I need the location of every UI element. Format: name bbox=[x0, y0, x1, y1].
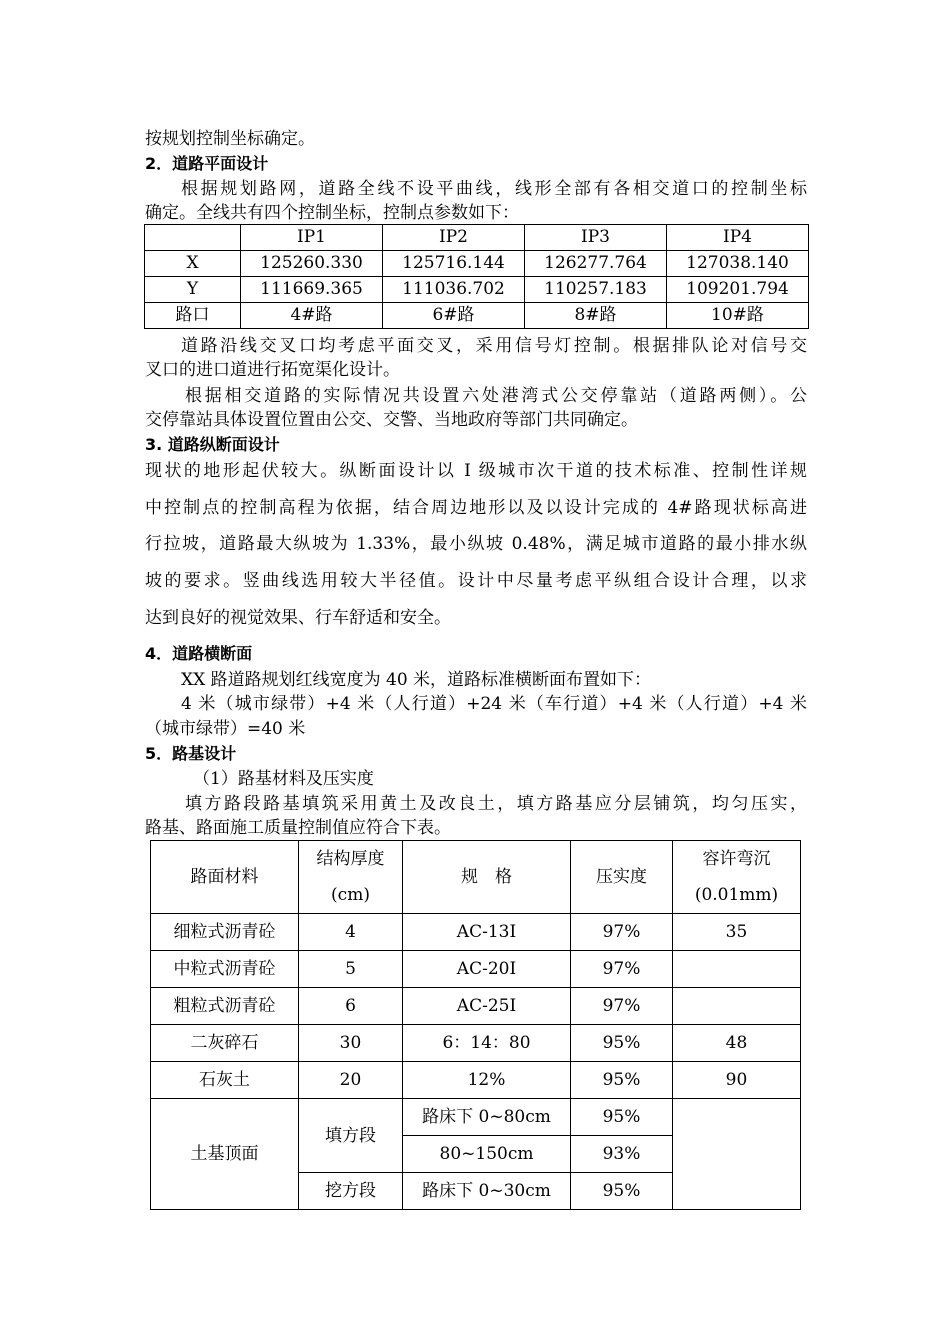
table-cell: 中粒式沥青砼 bbox=[151, 951, 299, 988]
table-row bbox=[151, 951, 801, 988]
table-cell: AC-20I bbox=[403, 951, 571, 988]
table-row bbox=[151, 1025, 801, 1062]
table-cell bbox=[299, 841, 403, 914]
text-line: 根据相交道路的实际情况共设置六处港湾式公交停靠站（道路两侧）。公 bbox=[185, 386, 807, 406]
table-cell: 97% bbox=[571, 988, 673, 1025]
section-heading-4: 4．道路横断面 bbox=[145, 644, 253, 663]
header-line: 结构厚度 bbox=[316, 849, 385, 869]
table-row bbox=[145, 277, 809, 303]
table-cell: 111036.702 bbox=[383, 277, 525, 303]
table-row bbox=[151, 1062, 801, 1099]
section-heading-2: 2．道路平面设计 bbox=[145, 154, 269, 173]
text-line: 填方路段路基填筑采用黄土及改良土，填方路基应分层铺筑，均匀压实， bbox=[185, 794, 807, 814]
table-cell: 97% bbox=[571, 951, 673, 988]
text-line: （1）路基材料及压实度 bbox=[193, 769, 374, 789]
text-line: 中控制点的控制高程为依据，结合周边地形以及以设计完成的 4#路现状标高进 bbox=[145, 498, 807, 518]
table-cell: Y bbox=[145, 277, 241, 303]
table-cell: 规 格 bbox=[403, 841, 571, 914]
table-cell: 95% bbox=[571, 1062, 673, 1099]
material-compaction-table bbox=[150, 840, 801, 1210]
table-cell: 125260.330 bbox=[241, 251, 383, 277]
text-line: 交停靠站具体设置位置由公交、交警、当地政府等部门共同确定。 bbox=[145, 410, 638, 430]
table-cell: 95% bbox=[571, 1173, 673, 1210]
text-line: 按规划控制坐标确定。 bbox=[145, 129, 315, 149]
table-cell: 95% bbox=[571, 1099, 673, 1136]
table-cell: 6#路 bbox=[383, 303, 525, 329]
table-cell: 126277.764 bbox=[525, 251, 667, 277]
table-header-row bbox=[151, 841, 801, 914]
table-cell bbox=[673, 951, 801, 988]
table-cell: 93% bbox=[571, 1136, 673, 1173]
header-line: 容许弯沉 bbox=[702, 849, 771, 869]
table-cell: IP4 bbox=[667, 225, 809, 251]
text-line: 现状的地形起伏较大。纵断面设计以 I 级城市次干道的技术标准、控制性详规 bbox=[145, 461, 807, 481]
table-cell bbox=[673, 988, 801, 1025]
table-cell: 110257.183 bbox=[525, 277, 667, 303]
table-cell: IP3 bbox=[525, 225, 667, 251]
table-cell: 细粒式沥青砼 bbox=[151, 914, 299, 951]
table-cell: 12% bbox=[403, 1062, 571, 1099]
header-line: (cm) bbox=[331, 885, 370, 905]
table-cell: 95% bbox=[571, 1025, 673, 1062]
table-header-row bbox=[145, 225, 809, 251]
text-line: 根据规划路网，道路全线不设平曲线，线形全部有各相交道口的控制坐标 bbox=[181, 179, 807, 199]
table-cell: 路口 bbox=[145, 303, 241, 329]
table-cell: AC-25I bbox=[403, 988, 571, 1025]
table-cell: IP1 bbox=[241, 225, 383, 251]
table-cell: 粗粒式沥青砼 bbox=[151, 988, 299, 1025]
header-line: (0.01mm) bbox=[694, 885, 779, 905]
table-cell: 4#路 bbox=[241, 303, 383, 329]
table-cell: 125716.144 bbox=[383, 251, 525, 277]
text-line: 路基、路面施工质量控制值应符合下表。 bbox=[145, 818, 451, 838]
table-cell: AC-13I bbox=[403, 914, 571, 951]
text-line: XX 路道路规划红线宽度为 40 米，道路标准横断面布置如下： bbox=[181, 670, 652, 690]
text-line: 达到良好的视觉效果、行车舒适和安全。 bbox=[145, 608, 451, 628]
table-cell: IP2 bbox=[383, 225, 525, 251]
table-cell: 路床下 0~30cm bbox=[403, 1173, 571, 1210]
table-cell: 路面材料 bbox=[151, 841, 299, 914]
table-cell: 石灰土 bbox=[151, 1062, 299, 1099]
section-heading-5: 5．路基设计 bbox=[145, 744, 237, 763]
text-line: （城市绿带）=40 米 bbox=[145, 719, 306, 739]
control-point-table bbox=[144, 224, 809, 329]
text-line: 行拉坡，道路最大纵坡为 1.33%，最小纵坡 0.48%，满足城市道路的最小排水纵 bbox=[145, 534, 807, 554]
table-cell: 127038.140 bbox=[667, 251, 809, 277]
table-cell: 90 bbox=[673, 1062, 801, 1099]
table-cell: 109201.794 bbox=[667, 277, 809, 303]
table-row bbox=[151, 988, 801, 1025]
table-cell: X bbox=[145, 251, 241, 277]
text-line: 坡的要求。竖曲线选用较大半径值。设计中尽量考虑平纵组合设计合理，以求 bbox=[145, 571, 807, 591]
table-cell: 6 bbox=[299, 988, 403, 1025]
text-line: 确定。全线共有四个控制坐标，控制点参数如下： bbox=[145, 203, 519, 223]
table-row bbox=[151, 914, 801, 951]
table-row bbox=[145, 303, 809, 329]
table-cell bbox=[145, 225, 241, 251]
text-line: 叉口的进口道进行拓宽渠化设计。 bbox=[145, 360, 400, 380]
table-cell: 111669.365 bbox=[241, 277, 383, 303]
table-cell: 挖方段 bbox=[299, 1173, 403, 1210]
table-cell: 97% bbox=[571, 914, 673, 951]
table-cell: 10#路 bbox=[667, 303, 809, 329]
table-row bbox=[145, 251, 809, 277]
table-cell: 土基顶面 bbox=[151, 1099, 299, 1210]
table-cell: 35 bbox=[673, 914, 801, 951]
text-line: 4 米（城市绿带）+4 米（人行道）+24 米（车行道）+4 米（人行道）+4 米 bbox=[181, 694, 807, 714]
table-cell: 4 bbox=[299, 914, 403, 951]
table-cell: 路床下 0~80cm bbox=[403, 1099, 571, 1136]
table-cell bbox=[673, 841, 801, 914]
table-cell: 48 bbox=[673, 1025, 801, 1062]
table-cell: 压实度 bbox=[571, 841, 673, 914]
table-row bbox=[151, 1099, 801, 1136]
table-cell: 30 bbox=[299, 1025, 403, 1062]
section-heading-3: 3. 道路纵断面设计 bbox=[145, 435, 280, 454]
table-cell: 填方段 bbox=[299, 1099, 403, 1173]
table-cell: 6：14：80 bbox=[403, 1025, 571, 1062]
table-cell bbox=[673, 1099, 801, 1210]
table-cell: 80~150cm bbox=[403, 1136, 571, 1173]
text-line: 道路沿线交叉口均考虑平面交叉，采用信号灯控制。根据排队论对信号交 bbox=[181, 336, 807, 356]
table-cell: 二灰碎石 bbox=[151, 1025, 299, 1062]
table-cell: 20 bbox=[299, 1062, 403, 1099]
table-cell: 8#路 bbox=[525, 303, 667, 329]
table-cell: 5 bbox=[299, 951, 403, 988]
